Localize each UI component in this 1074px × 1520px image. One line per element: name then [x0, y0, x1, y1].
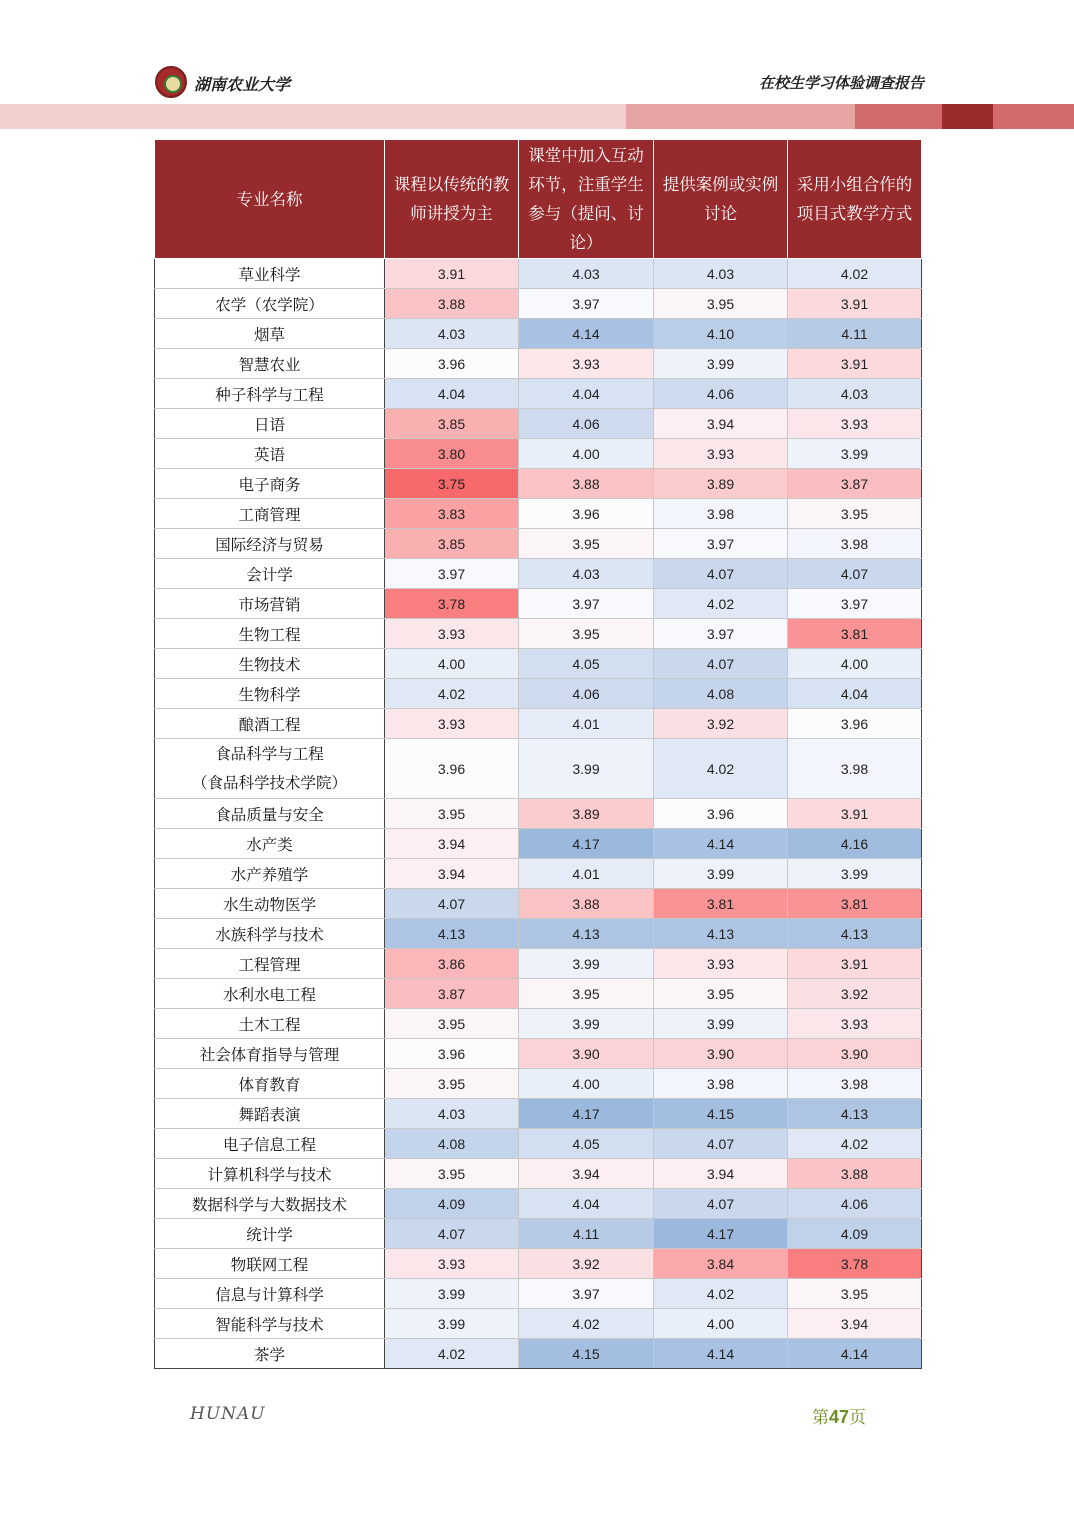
page-prefix: 第	[812, 1408, 829, 1428]
score-cell: 3.94	[654, 1159, 788, 1189]
page-number-value: 47	[829, 1407, 850, 1427]
score-cell: 4.03	[788, 379, 922, 409]
score-cell: 4.04	[519, 379, 654, 409]
header-band-4	[942, 104, 993, 129]
score-cell: 4.00	[519, 1069, 654, 1099]
score-cell: 4.07	[385, 1219, 519, 1249]
major-name-text: 水产类	[246, 835, 293, 854]
score-cell: 3.99	[385, 1309, 519, 1339]
major-name	[155, 379, 385, 409]
score-cell: 4.10	[654, 319, 788, 349]
score-cell: 3.93	[519, 349, 654, 379]
table-row	[155, 1069, 922, 1099]
score-cell: 3.98	[788, 529, 922, 559]
score-cell: 4.11	[788, 319, 922, 349]
table-row	[155, 439, 922, 469]
score-cell: 4.07	[788, 559, 922, 589]
table-row	[155, 469, 922, 499]
table-row	[155, 319, 922, 349]
score-cell: 4.00	[519, 439, 654, 469]
score-cell: 4.15	[654, 1099, 788, 1129]
major-name	[155, 1099, 385, 1129]
score-cell: 4.02	[788, 1129, 922, 1159]
major-name	[155, 949, 385, 979]
footer-mark: HUNAU	[190, 1404, 266, 1424]
table-row	[155, 289, 922, 319]
score-cell: 3.91	[788, 289, 922, 319]
score-cell: 3.91	[788, 349, 922, 379]
major-name	[155, 589, 385, 619]
score-cell: 3.95	[385, 1069, 519, 1099]
score-cell: 3.93	[385, 619, 519, 649]
score-cell: 3.94	[654, 409, 788, 439]
score-cell: 4.17	[519, 829, 654, 859]
major-name	[155, 739, 385, 799]
score-cell: 3.99	[654, 349, 788, 379]
major-name-text: 食品质量与安全	[215, 805, 324, 824]
major-name-text: 水利水电工程	[222, 985, 316, 1004]
major-name	[155, 829, 385, 859]
major-name-text: 酿酒工程	[238, 715, 301, 734]
score-cell: 3.93	[788, 1009, 922, 1039]
major-name-text: 生物工程	[238, 625, 301, 644]
score-cell: 3.95	[519, 529, 654, 559]
score-cell: 4.16	[788, 829, 922, 859]
score-cell: 3.81	[788, 889, 922, 919]
score-cell: 3.97	[788, 589, 922, 619]
score-cell: 3.85	[385, 409, 519, 439]
table-row	[155, 409, 922, 439]
table-row	[155, 919, 922, 949]
table-row	[155, 739, 922, 799]
score-cell: 3.99	[519, 949, 654, 979]
header-band-5	[993, 104, 1074, 129]
score-cell: 3.95	[654, 979, 788, 1009]
major-name-text: 水产养殖学	[230, 865, 309, 884]
score-cell: 3.98	[654, 1069, 788, 1099]
score-cell: 4.02	[788, 259, 922, 289]
score-cell: 4.02	[385, 679, 519, 709]
score-cell: 3.99	[788, 859, 922, 889]
major-name-text: 生物技术	[238, 655, 301, 674]
table-row	[155, 1039, 922, 1069]
score-cell: 3.96	[788, 709, 922, 739]
score-cell: 3.85	[385, 529, 519, 559]
score-cell: 3.94	[788, 1309, 922, 1339]
major-name-text: 社会体育指导与管理	[199, 1045, 340, 1064]
score-cell: 4.17	[519, 1099, 654, 1129]
score-cell: 3.89	[519, 799, 654, 829]
major-name	[155, 859, 385, 889]
score-cell: 3.90	[519, 1039, 654, 1069]
score-cell: 4.14	[519, 319, 654, 349]
table-row	[155, 1279, 922, 1309]
major-name-text: 舞蹈表演	[238, 1105, 301, 1124]
score-cell: 4.03	[385, 319, 519, 349]
score-cell: 4.05	[519, 1129, 654, 1159]
score-cell: 4.00	[788, 649, 922, 679]
column-header-group-project: 采用小组合作的项目式教学方式	[788, 140, 922, 259]
table-row	[155, 709, 922, 739]
score-cell: 3.96	[385, 1039, 519, 1069]
score-cell: 3.92	[788, 979, 922, 1009]
score-cell: 4.11	[519, 1219, 654, 1249]
score-cell: 3.78	[385, 589, 519, 619]
major-name	[155, 559, 385, 589]
score-table	[154, 139, 922, 1369]
major-name-text: 统计学	[246, 1225, 293, 1244]
score-cell: 4.02	[654, 589, 788, 619]
table-row	[155, 1159, 922, 1189]
major-name	[155, 919, 385, 949]
major-name	[155, 289, 385, 319]
score-cell: 3.97	[385, 559, 519, 589]
major-name	[155, 469, 385, 499]
score-cell: 3.95	[385, 1009, 519, 1039]
score-cell: 3.95	[385, 799, 519, 829]
column-header-interaction: 课堂中加入互动环节，注重学生参与（提问、讨论）	[519, 140, 654, 259]
score-cell: 3.97	[654, 619, 788, 649]
score-cell: 4.13	[519, 919, 654, 949]
major-name	[155, 409, 385, 439]
major-name-text: 数据科学与大数据技术	[191, 1195, 347, 1214]
score-cell: 4.09	[385, 1189, 519, 1219]
major-name	[155, 619, 385, 649]
score-cell: 4.06	[654, 379, 788, 409]
major-name	[155, 649, 385, 679]
score-cell: 3.95	[519, 979, 654, 1009]
score-cell: 3.81	[788, 619, 922, 649]
table-row	[155, 589, 922, 619]
major-name	[155, 799, 385, 829]
major-name	[155, 319, 385, 349]
score-cell: 4.02	[654, 1279, 788, 1309]
major-name-text: 英语	[253, 445, 285, 464]
score-cell: 3.97	[654, 529, 788, 559]
table-row	[155, 1189, 922, 1219]
score-cell: 4.02	[654, 739, 788, 799]
score-cell: 3.91	[385, 259, 519, 289]
major-name	[155, 1189, 385, 1219]
score-cell: 4.03	[519, 259, 654, 289]
table-row	[155, 1099, 922, 1129]
major-name-text: 草业科学	[238, 265, 301, 284]
score-cell: 4.05	[519, 649, 654, 679]
header-band-1	[0, 104, 626, 129]
table-row	[155, 859, 922, 889]
score-cell: 4.04	[788, 679, 922, 709]
score-cell: 3.98	[788, 739, 922, 799]
score-cell: 4.13	[385, 919, 519, 949]
score-cell: 3.92	[519, 1249, 654, 1279]
column-header-lecture: 课程以传统的教师讲授为主	[385, 140, 519, 259]
major-name-text: 烟草	[253, 325, 285, 344]
score-cell: 3.99	[788, 439, 922, 469]
score-cell: 4.08	[385, 1129, 519, 1159]
major-name	[155, 1249, 385, 1279]
major-name	[155, 1129, 385, 1159]
major-name	[155, 679, 385, 709]
major-name	[155, 1039, 385, 1069]
score-cell: 4.17	[654, 1219, 788, 1249]
major-name-text: 电子信息工程	[222, 1135, 316, 1154]
major-name	[155, 1159, 385, 1189]
major-name	[155, 1069, 385, 1099]
score-cell: 4.01	[519, 709, 654, 739]
score-cell: 4.07	[654, 1189, 788, 1219]
table-row	[155, 949, 922, 979]
major-name-text: 水生动物医学	[222, 895, 316, 914]
score-cell: 3.92	[654, 709, 788, 739]
table-row	[155, 1129, 922, 1159]
major-name	[155, 1009, 385, 1039]
score-cell: 3.94	[385, 829, 519, 859]
score-cell: 3.94	[519, 1159, 654, 1189]
table-row	[155, 499, 922, 529]
table-row	[155, 649, 922, 679]
score-cell: 4.04	[385, 379, 519, 409]
major-name-text: 种子科学与工程	[215, 385, 324, 404]
score-cell: 3.99	[519, 739, 654, 799]
table-row	[155, 529, 922, 559]
table-row	[155, 349, 922, 379]
major-name	[155, 709, 385, 739]
score-cell: 3.93	[654, 439, 788, 469]
major-name-text: 物联网工程	[230, 1255, 309, 1274]
table-row	[155, 1219, 922, 1249]
score-cell: 4.04	[519, 1189, 654, 1219]
score-cell: 3.90	[788, 1039, 922, 1069]
score-cell: 3.88	[519, 889, 654, 919]
score-cell: 4.07	[654, 1129, 788, 1159]
score-cell: 4.08	[654, 679, 788, 709]
major-name-text: 食品科学与工程	[215, 744, 324, 763]
score-cell: 4.03	[654, 259, 788, 289]
score-cell: 3.87	[788, 469, 922, 499]
score-cell: 4.06	[519, 679, 654, 709]
score-cell: 3.96	[654, 799, 788, 829]
score-cell: 3.99	[519, 1009, 654, 1039]
score-cell: 3.98	[788, 1069, 922, 1099]
major-name-text: 工程管理	[238, 955, 301, 974]
major-name-text-line2: （食品科学技术学院）	[191, 773, 347, 792]
score-cell: 4.06	[788, 1189, 922, 1219]
score-cell: 4.13	[654, 919, 788, 949]
university-logo-icon	[155, 66, 187, 98]
score-cell: 4.03	[519, 559, 654, 589]
table-row	[155, 829, 922, 859]
table-row	[155, 1309, 922, 1339]
major-name	[155, 349, 385, 379]
score-cell: 4.07	[385, 889, 519, 919]
major-name-text: 市场营销	[238, 595, 301, 614]
score-cell: 3.95	[654, 289, 788, 319]
score-cell: 3.75	[385, 469, 519, 499]
score-cell: 3.97	[519, 289, 654, 319]
score-cell: 4.13	[788, 919, 922, 949]
score-cell: 3.96	[385, 739, 519, 799]
score-cell: 4.06	[519, 409, 654, 439]
score-cell: 3.98	[654, 499, 788, 529]
table-row	[155, 1009, 922, 1039]
score-cell: 3.93	[385, 709, 519, 739]
score-cell: 3.80	[385, 439, 519, 469]
score-cell: 3.95	[788, 1279, 922, 1309]
score-cell: 3.84	[654, 1249, 788, 1279]
major-name-text: 计算机科学与技术	[207, 1165, 332, 1184]
score-cell: 3.99	[654, 859, 788, 889]
header-band-3	[855, 104, 942, 129]
major-name-text: 会计学	[246, 565, 293, 584]
score-cell: 4.00	[654, 1309, 788, 1339]
score-cell: 4.14	[654, 1339, 788, 1369]
table-row	[155, 799, 922, 829]
major-name-text: 水族科学与技术	[215, 925, 324, 944]
major-name-text: 生物科学	[238, 685, 301, 704]
major-name	[155, 529, 385, 559]
major-name-text: 国际经济与贸易	[215, 535, 324, 554]
major-name	[155, 439, 385, 469]
score-cell: 4.15	[519, 1339, 654, 1369]
major-name-text: 信息与计算科学	[215, 1285, 324, 1304]
table-row	[155, 379, 922, 409]
table-row	[155, 619, 922, 649]
score-cell: 4.09	[788, 1219, 922, 1249]
major-name	[155, 1339, 385, 1369]
table-row	[155, 1249, 922, 1279]
score-cell: 3.86	[385, 949, 519, 979]
major-name-text: 土木工程	[238, 1015, 301, 1034]
table-header-row	[155, 140, 922, 259]
score-cell: 3.78	[788, 1249, 922, 1279]
score-cell: 3.97	[519, 1279, 654, 1309]
score-cell: 3.88	[385, 289, 519, 319]
header-report-title: 在校生学习体验调查报告	[758, 74, 924, 92]
score-cell: 3.91	[788, 799, 922, 829]
score-cell: 4.00	[385, 649, 519, 679]
page-number	[812, 1403, 866, 1428]
major-name	[155, 1309, 385, 1339]
major-name	[155, 499, 385, 529]
header-band-2	[626, 104, 855, 129]
table-row	[155, 679, 922, 709]
major-name-text: 体育教育	[238, 1075, 301, 1094]
score-cell: 3.97	[519, 589, 654, 619]
score-cell: 4.14	[788, 1339, 922, 1369]
table-row	[155, 1339, 922, 1369]
score-cell: 3.99	[385, 1279, 519, 1309]
score-cell: 3.93	[654, 949, 788, 979]
score-cell: 4.01	[519, 859, 654, 889]
score-cell: 4.03	[385, 1099, 519, 1129]
major-name-text: 日语	[253, 415, 285, 434]
score-cell: 4.14	[654, 829, 788, 859]
major-name-text: 工商管理	[238, 505, 301, 524]
score-cell: 3.99	[654, 1009, 788, 1039]
score-cell: 3.89	[654, 469, 788, 499]
major-name-text: 茶学	[253, 1345, 285, 1364]
score-cell: 3.94	[385, 859, 519, 889]
score-cell: 4.02	[385, 1339, 519, 1369]
major-name-text: 农学（农学院）	[215, 295, 324, 314]
score-cell: 3.96	[519, 499, 654, 529]
score-cell: 3.88	[788, 1159, 922, 1189]
major-name	[155, 259, 385, 289]
major-name-text: 电子商务	[238, 475, 301, 494]
table-row	[155, 979, 922, 1009]
score-cell: 3.87	[385, 979, 519, 1009]
score-cell: 3.95	[385, 1159, 519, 1189]
page-suffix: 页	[849, 1408, 867, 1428]
score-cell: 3.91	[788, 949, 922, 979]
table-row	[155, 559, 922, 589]
table-row	[155, 889, 922, 919]
table-body	[155, 259, 922, 1369]
score-cell: 3.95	[788, 499, 922, 529]
score-cell: 3.93	[385, 1249, 519, 1279]
column-header-major: 专业名称	[155, 140, 385, 259]
score-cell: 3.83	[385, 499, 519, 529]
score-cell: 3.96	[385, 349, 519, 379]
column-header-case-study: 提供案例或实例讨论	[654, 140, 788, 259]
score-cell: 3.95	[519, 619, 654, 649]
major-name	[155, 1219, 385, 1249]
major-name	[155, 889, 385, 919]
score-cell: 4.07	[654, 649, 788, 679]
major-name	[155, 979, 385, 1009]
score-cell: 4.13	[788, 1099, 922, 1129]
score-cell: 4.02	[519, 1309, 654, 1339]
score-cell: 3.90	[654, 1039, 788, 1069]
score-cell: 3.88	[519, 469, 654, 499]
major-name	[155, 1279, 385, 1309]
score-cell: 3.93	[788, 409, 922, 439]
header-university-name: 湖南农业大学	[194, 75, 291, 94]
table-row	[155, 259, 922, 289]
major-name-text: 智能科学与技术	[215, 1315, 324, 1334]
score-cell: 4.07	[654, 559, 788, 589]
score-cell: 3.81	[654, 889, 788, 919]
major-name-text: 智慧农业	[238, 355, 301, 374]
